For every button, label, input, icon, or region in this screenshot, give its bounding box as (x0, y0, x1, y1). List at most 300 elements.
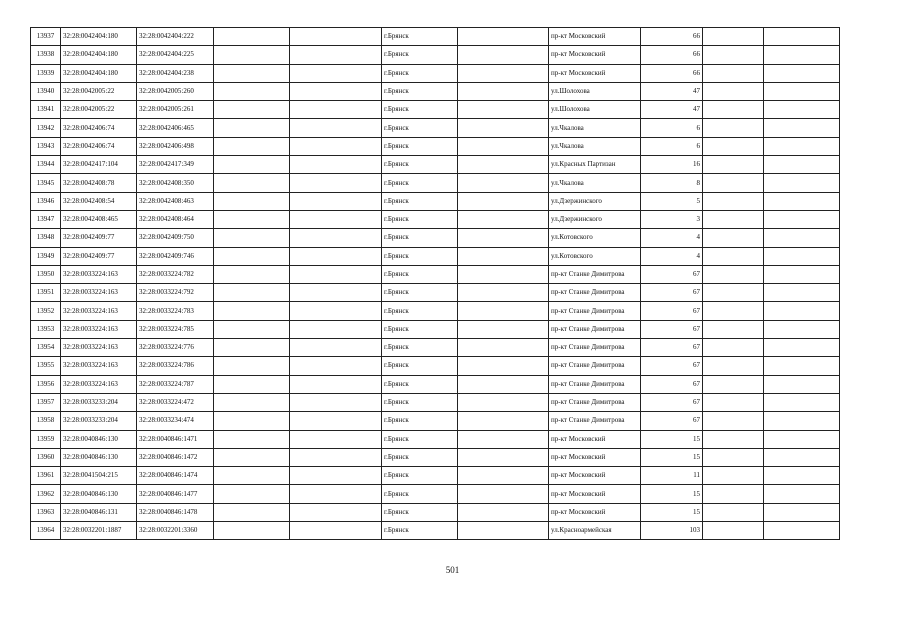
cell-parent-cadastral: 32:28:0033224:163 (61, 375, 137, 393)
table-row (31, 174, 840, 192)
cell-street: пр-кт Станке Димитрова (549, 375, 641, 393)
table-row (31, 28, 840, 46)
cell-empty (214, 82, 290, 100)
cell-house-number: 16 (641, 156, 703, 174)
cell-record-number: 13956 (31, 375, 61, 393)
cell-empty (703, 467, 764, 485)
cell-empty (214, 467, 290, 485)
cell-empty (290, 156, 382, 174)
cell-house-number: 4 (641, 247, 703, 265)
cell-record-number: 13939 (31, 64, 61, 82)
cell-parent-cadastral: 32:28:0040846:130 (61, 430, 137, 448)
cell-record-number: 13948 (31, 229, 61, 247)
table-row (31, 137, 840, 155)
cell-cadastral-number: 32:28:0040846:1478 (137, 503, 214, 521)
cell-cadastral-number: 32:28:0033224:787 (137, 375, 214, 393)
cell-house-number: 67 (641, 339, 703, 357)
cell-cadastral-number: 32:28:0042408:463 (137, 192, 214, 210)
cell-settlement: г.Брянск (382, 485, 458, 503)
cell-cadastral-number: 32:28:0040846:1474 (137, 467, 214, 485)
cell-settlement: г.Брянск (382, 284, 458, 302)
cell-empty (703, 192, 764, 210)
cell-empty (214, 247, 290, 265)
cell-parent-cadastral: 32:28:0042404:180 (61, 64, 137, 82)
cell-street: пр-кт Московский (549, 485, 641, 503)
cell-parent-cadastral: 32:28:0033224:163 (61, 320, 137, 338)
cell-empty (703, 82, 764, 100)
table-row (31, 46, 840, 64)
cell-empty (214, 64, 290, 82)
cell-record-number: 13955 (31, 357, 61, 375)
cell-cadastral-number: 32:28:0040846:1471 (137, 430, 214, 448)
cell-cadastral-number: 32:28:0033224:786 (137, 357, 214, 375)
cell-empty (214, 101, 290, 119)
cell-cadastral-number: 32:28:0042409:746 (137, 247, 214, 265)
cell-cadastral-number: 32:28:0042408:350 (137, 174, 214, 192)
cell-cadastral-number: 32:28:0033224:472 (137, 393, 214, 411)
cell-empty (290, 137, 382, 155)
cell-cadastral-number: 32:28:0033224:783 (137, 302, 214, 320)
cell-empty (214, 357, 290, 375)
cell-empty (703, 174, 764, 192)
cell-empty (290, 412, 382, 430)
table-row (31, 247, 840, 265)
cell-parent-cadastral: 32:28:0042408:54 (61, 192, 137, 210)
cell-empty (764, 467, 840, 485)
cell-empty (764, 101, 840, 119)
cell-record-number: 13942 (31, 119, 61, 137)
cell-empty (764, 412, 840, 430)
cell-record-number: 13937 (31, 28, 61, 46)
cell-empty (703, 229, 764, 247)
cell-parent-cadastral: 32:28:0033233:204 (61, 412, 137, 430)
cell-settlement: г.Брянск (382, 393, 458, 411)
cell-empty (458, 174, 549, 192)
cell-empty (703, 64, 764, 82)
cell-empty (214, 522, 290, 540)
cell-empty (458, 137, 549, 155)
cell-street: пр-кт Московский (549, 503, 641, 521)
cell-parent-cadastral: 32:28:0042409:77 (61, 247, 137, 265)
cell-settlement: г.Брянск (382, 320, 458, 338)
table-row (31, 320, 840, 338)
cell-settlement: г.Брянск (382, 375, 458, 393)
cell-settlement: г.Брянск (382, 101, 458, 119)
cell-street: ул.Котовского (549, 247, 641, 265)
cell-empty (458, 320, 549, 338)
cell-cadastral-number: 32:28:0042404:222 (137, 28, 214, 46)
cell-empty (764, 82, 840, 100)
cell-house-number: 11 (641, 467, 703, 485)
cell-empty (290, 265, 382, 283)
table-row (31, 82, 840, 100)
table-row (31, 412, 840, 430)
cell-empty (290, 284, 382, 302)
cell-empty (290, 485, 382, 503)
cell-street: пр-кт Московский (549, 448, 641, 466)
cell-cadastral-number: 32:28:0042404:225 (137, 46, 214, 64)
cell-empty (290, 28, 382, 46)
cell-street: пр-кт Московский (549, 467, 641, 485)
cell-cadastral-number: 32:28:0042404:238 (137, 64, 214, 82)
cell-record-number: 13951 (31, 284, 61, 302)
cell-empty (703, 28, 764, 46)
cell-empty (290, 467, 382, 485)
cell-empty (703, 412, 764, 430)
cell-settlement: г.Брянск (382, 448, 458, 466)
cell-empty (458, 119, 549, 137)
table-row (31, 119, 840, 137)
cell-parent-cadastral: 32:28:0042406:74 (61, 119, 137, 137)
cell-empty (290, 357, 382, 375)
cell-empty (214, 174, 290, 192)
table-row (31, 448, 840, 466)
cell-record-number: 13964 (31, 522, 61, 540)
cell-empty (290, 393, 382, 411)
cell-street: ул.Чкалова (549, 137, 641, 155)
cell-empty (458, 503, 549, 521)
table-row (31, 210, 840, 228)
cell-empty (290, 503, 382, 521)
cell-record-number: 13943 (31, 137, 61, 155)
cell-empty (290, 522, 382, 540)
cell-empty (214, 28, 290, 46)
cell-empty (214, 503, 290, 521)
cell-settlement: г.Брянск (382, 82, 458, 100)
cell-house-number: 15 (641, 503, 703, 521)
cell-street: ул.Дзержинского (549, 210, 641, 228)
cell-street: пр-кт Станке Димитрова (549, 320, 641, 338)
cell-house-number: 6 (641, 119, 703, 137)
cell-empty (214, 393, 290, 411)
cell-house-number: 15 (641, 430, 703, 448)
cell-house-number: 67 (641, 284, 703, 302)
cell-empty (458, 339, 549, 357)
cell-empty (764, 448, 840, 466)
cell-empty (764, 339, 840, 357)
cell-empty (703, 522, 764, 540)
cell-settlement: г.Брянск (382, 302, 458, 320)
cell-house-number: 8 (641, 174, 703, 192)
cell-empty (290, 119, 382, 137)
table-row (31, 64, 840, 82)
cell-street: ул.Чкалова (549, 119, 641, 137)
cell-cadastral-number: 32:28:0042005:260 (137, 82, 214, 100)
cell-parent-cadastral: 32:28:0033224:163 (61, 357, 137, 375)
cell-parent-cadastral: 32:28:0042409:77 (61, 229, 137, 247)
cell-cadastral-number: 32:28:0042406:465 (137, 119, 214, 137)
cell-empty (458, 101, 549, 119)
cell-empty (703, 101, 764, 119)
cell-street: пр-кт Станке Димитрова (549, 412, 641, 430)
cell-empty (290, 302, 382, 320)
cell-empty (458, 448, 549, 466)
cell-street: ул.Красных Партизан (549, 156, 641, 174)
cell-empty (703, 119, 764, 137)
cell-empty (458, 46, 549, 64)
cell-empty (290, 375, 382, 393)
table-row (31, 357, 840, 375)
cell-parent-cadastral: 32:28:0042408:78 (61, 174, 137, 192)
cell-empty (290, 229, 382, 247)
cell-cadastral-number: 32:28:0033224:785 (137, 320, 214, 338)
cell-parent-cadastral: 32:28:0040846:131 (61, 503, 137, 521)
cell-house-number: 67 (641, 393, 703, 411)
cell-empty (703, 137, 764, 155)
table-row (31, 430, 840, 448)
cell-empty (290, 320, 382, 338)
table-row (31, 284, 840, 302)
cell-street: пр-кт Станке Димитрова (549, 393, 641, 411)
table-row (31, 302, 840, 320)
cell-empty (764, 46, 840, 64)
cell-empty (703, 375, 764, 393)
table-row (31, 485, 840, 503)
cell-empty (458, 265, 549, 283)
cell-street: пр-кт Станке Димитрова (549, 302, 641, 320)
cell-empty (764, 229, 840, 247)
cell-empty (290, 174, 382, 192)
cell-empty (703, 210, 764, 228)
cell-settlement: г.Брянск (382, 357, 458, 375)
cell-empty (703, 247, 764, 265)
cell-cadastral-number: 32:28:0033224:782 (137, 265, 214, 283)
cell-empty (703, 46, 764, 64)
cell-cadastral-number: 32:28:0042408:464 (137, 210, 214, 228)
cell-empty (764, 137, 840, 155)
cell-empty (703, 284, 764, 302)
cell-street: пр-кт Московский (549, 430, 641, 448)
cell-settlement: г.Брянск (382, 119, 458, 137)
cell-empty (214, 119, 290, 137)
table-row (31, 339, 840, 357)
cell-cadastral-number: 32:28:0042005:261 (137, 101, 214, 119)
cell-parent-cadastral: 32:28:0032201:1887 (61, 522, 137, 540)
cell-parent-cadastral: 32:28:0042417:104 (61, 156, 137, 174)
cell-house-number: 5 (641, 192, 703, 210)
cell-cadastral-number: 32:28:0040846:1477 (137, 485, 214, 503)
cell-empty (290, 430, 382, 448)
cell-empty (458, 375, 549, 393)
cell-empty (764, 302, 840, 320)
cell-house-number: 15 (641, 485, 703, 503)
cell-empty (290, 210, 382, 228)
cell-parent-cadastral: 32:28:0033224:163 (61, 339, 137, 357)
cell-empty (764, 64, 840, 82)
cell-parent-cadastral: 32:28:0033224:163 (61, 302, 137, 320)
cell-empty (214, 339, 290, 357)
cell-empty (290, 192, 382, 210)
cell-empty (764, 28, 840, 46)
cell-empty (214, 192, 290, 210)
cell-empty (214, 485, 290, 503)
cell-record-number: 13944 (31, 156, 61, 174)
cell-street: пр-кт Станке Димитрова (549, 339, 641, 357)
cell-cadastral-number: 32:28:0033224:792 (137, 284, 214, 302)
cell-cadastral-number: 32:28:0032201:3360 (137, 522, 214, 540)
cell-settlement: г.Брянск (382, 430, 458, 448)
cell-empty (290, 64, 382, 82)
cell-empty (290, 448, 382, 466)
cell-settlement: г.Брянск (382, 210, 458, 228)
cell-empty (764, 430, 840, 448)
cell-empty (458, 247, 549, 265)
cell-empty (458, 412, 549, 430)
cell-empty (764, 284, 840, 302)
table-row (31, 503, 840, 521)
cell-empty (458, 192, 549, 210)
cell-empty (458, 357, 549, 375)
cell-record-number: 13963 (31, 503, 61, 521)
cell-empty (214, 320, 290, 338)
cell-empty (458, 229, 549, 247)
cell-empty (703, 265, 764, 283)
cell-empty (214, 430, 290, 448)
table-row (31, 101, 840, 119)
cell-settlement: г.Брянск (382, 247, 458, 265)
cell-house-number: 67 (641, 412, 703, 430)
cell-house-number: 67 (641, 265, 703, 283)
cell-settlement: г.Брянск (382, 265, 458, 283)
cell-cadastral-number: 32:28:0033224:776 (137, 339, 214, 357)
cell-empty (290, 247, 382, 265)
cell-empty (214, 137, 290, 155)
table-body (31, 28, 840, 540)
cell-record-number: 13959 (31, 430, 61, 448)
page-number: 501 (445, 565, 460, 575)
cell-empty (214, 375, 290, 393)
cell-empty (703, 485, 764, 503)
cell-settlement: г.Брянск (382, 192, 458, 210)
cell-empty (458, 28, 549, 46)
cell-empty (214, 210, 290, 228)
cell-parent-cadastral: 32:28:0042408:465 (61, 210, 137, 228)
cell-parent-cadastral: 32:28:0033233:204 (61, 393, 137, 411)
cell-empty (458, 210, 549, 228)
cell-street: ул.Дзержинского (549, 192, 641, 210)
cell-cadastral-number: 32:28:0040846:1472 (137, 448, 214, 466)
cell-record-number: 13940 (31, 82, 61, 100)
cell-empty (703, 430, 764, 448)
cell-settlement: г.Брянск (382, 412, 458, 430)
cell-empty (764, 265, 840, 283)
cell-house-number: 66 (641, 64, 703, 82)
cell-empty (703, 156, 764, 174)
cell-parent-cadastral: 32:28:0042005:22 (61, 82, 137, 100)
cell-house-number: 67 (641, 375, 703, 393)
cell-empty (764, 503, 840, 521)
cell-empty (703, 448, 764, 466)
cell-cadastral-number: 32:28:0042417:349 (137, 156, 214, 174)
cell-empty (458, 430, 549, 448)
table-row (31, 467, 840, 485)
cell-settlement: г.Брянск (382, 28, 458, 46)
table-row (31, 229, 840, 247)
cell-empty (290, 46, 382, 64)
cell-parent-cadastral: 32:28:0033224:163 (61, 265, 137, 283)
cell-record-number: 13946 (31, 192, 61, 210)
cell-record-number: 13947 (31, 210, 61, 228)
cell-empty (703, 393, 764, 411)
cell-cadastral-number: 32:28:0042409:750 (137, 229, 214, 247)
cell-house-number: 15 (641, 448, 703, 466)
cell-empty (214, 265, 290, 283)
cell-house-number: 103 (641, 522, 703, 540)
cell-cadastral-number: 32:28:0042406:498 (137, 137, 214, 155)
cell-empty (764, 485, 840, 503)
cell-house-number: 47 (641, 101, 703, 119)
cell-settlement: г.Брянск (382, 156, 458, 174)
cell-record-number: 13949 (31, 247, 61, 265)
cell-house-number: 67 (641, 302, 703, 320)
cell-parent-cadastral: 32:28:0041504:215 (61, 467, 137, 485)
cell-street: пр-кт Станке Димитрова (549, 265, 641, 283)
cell-settlement: г.Брянск (382, 64, 458, 82)
cell-settlement: г.Брянск (382, 137, 458, 155)
cell-empty (214, 46, 290, 64)
cell-street: ул.Шолохова (549, 101, 641, 119)
cell-cadastral-number: 32:28:0033234:474 (137, 412, 214, 430)
table-row (31, 156, 840, 174)
cell-house-number: 4 (641, 229, 703, 247)
cell-street: ул.Чкалова (549, 174, 641, 192)
cell-record-number: 13954 (31, 339, 61, 357)
cell-empty (214, 302, 290, 320)
cell-street: ул.Котовского (549, 229, 641, 247)
cell-empty (764, 393, 840, 411)
cell-empty (290, 339, 382, 357)
cell-parent-cadastral: 32:28:0042406:74 (61, 137, 137, 155)
table-row (31, 393, 840, 411)
cell-street: пр-кт Московский (549, 46, 641, 64)
cell-empty (214, 412, 290, 430)
cell-empty (764, 247, 840, 265)
cell-empty (214, 229, 290, 247)
table-row (31, 375, 840, 393)
cell-house-number: 67 (641, 320, 703, 338)
cell-empty (458, 156, 549, 174)
table-row (31, 192, 840, 210)
cell-street: пр-кт Станке Димитрова (549, 284, 641, 302)
cell-empty (458, 485, 549, 503)
cell-empty (764, 357, 840, 375)
cell-empty (458, 522, 549, 540)
cell-street: ул.Красноармейская (549, 522, 641, 540)
cell-empty (703, 503, 764, 521)
cell-empty (764, 174, 840, 192)
cell-record-number: 13957 (31, 393, 61, 411)
cell-record-number: 13952 (31, 302, 61, 320)
cell-empty (764, 156, 840, 174)
cell-parent-cadastral: 32:28:0042404:180 (61, 28, 137, 46)
cell-street: пр-кт Станке Димитрова (549, 357, 641, 375)
cell-parent-cadastral: 32:28:0042404:180 (61, 46, 137, 64)
cell-empty (764, 119, 840, 137)
cell-street: ул.Шолохова (549, 82, 641, 100)
cell-settlement: г.Брянск (382, 229, 458, 247)
cell-record-number: 13941 (31, 101, 61, 119)
cell-empty (214, 448, 290, 466)
cell-record-number: 13953 (31, 320, 61, 338)
cell-empty (703, 357, 764, 375)
cell-empty (703, 339, 764, 357)
cell-street: пр-кт Московский (549, 64, 641, 82)
cell-record-number: 13938 (31, 46, 61, 64)
cell-parent-cadastral: 32:28:0040846:130 (61, 448, 137, 466)
registry-table (30, 27, 840, 540)
cell-settlement: г.Брянск (382, 467, 458, 485)
cell-house-number: 67 (641, 357, 703, 375)
